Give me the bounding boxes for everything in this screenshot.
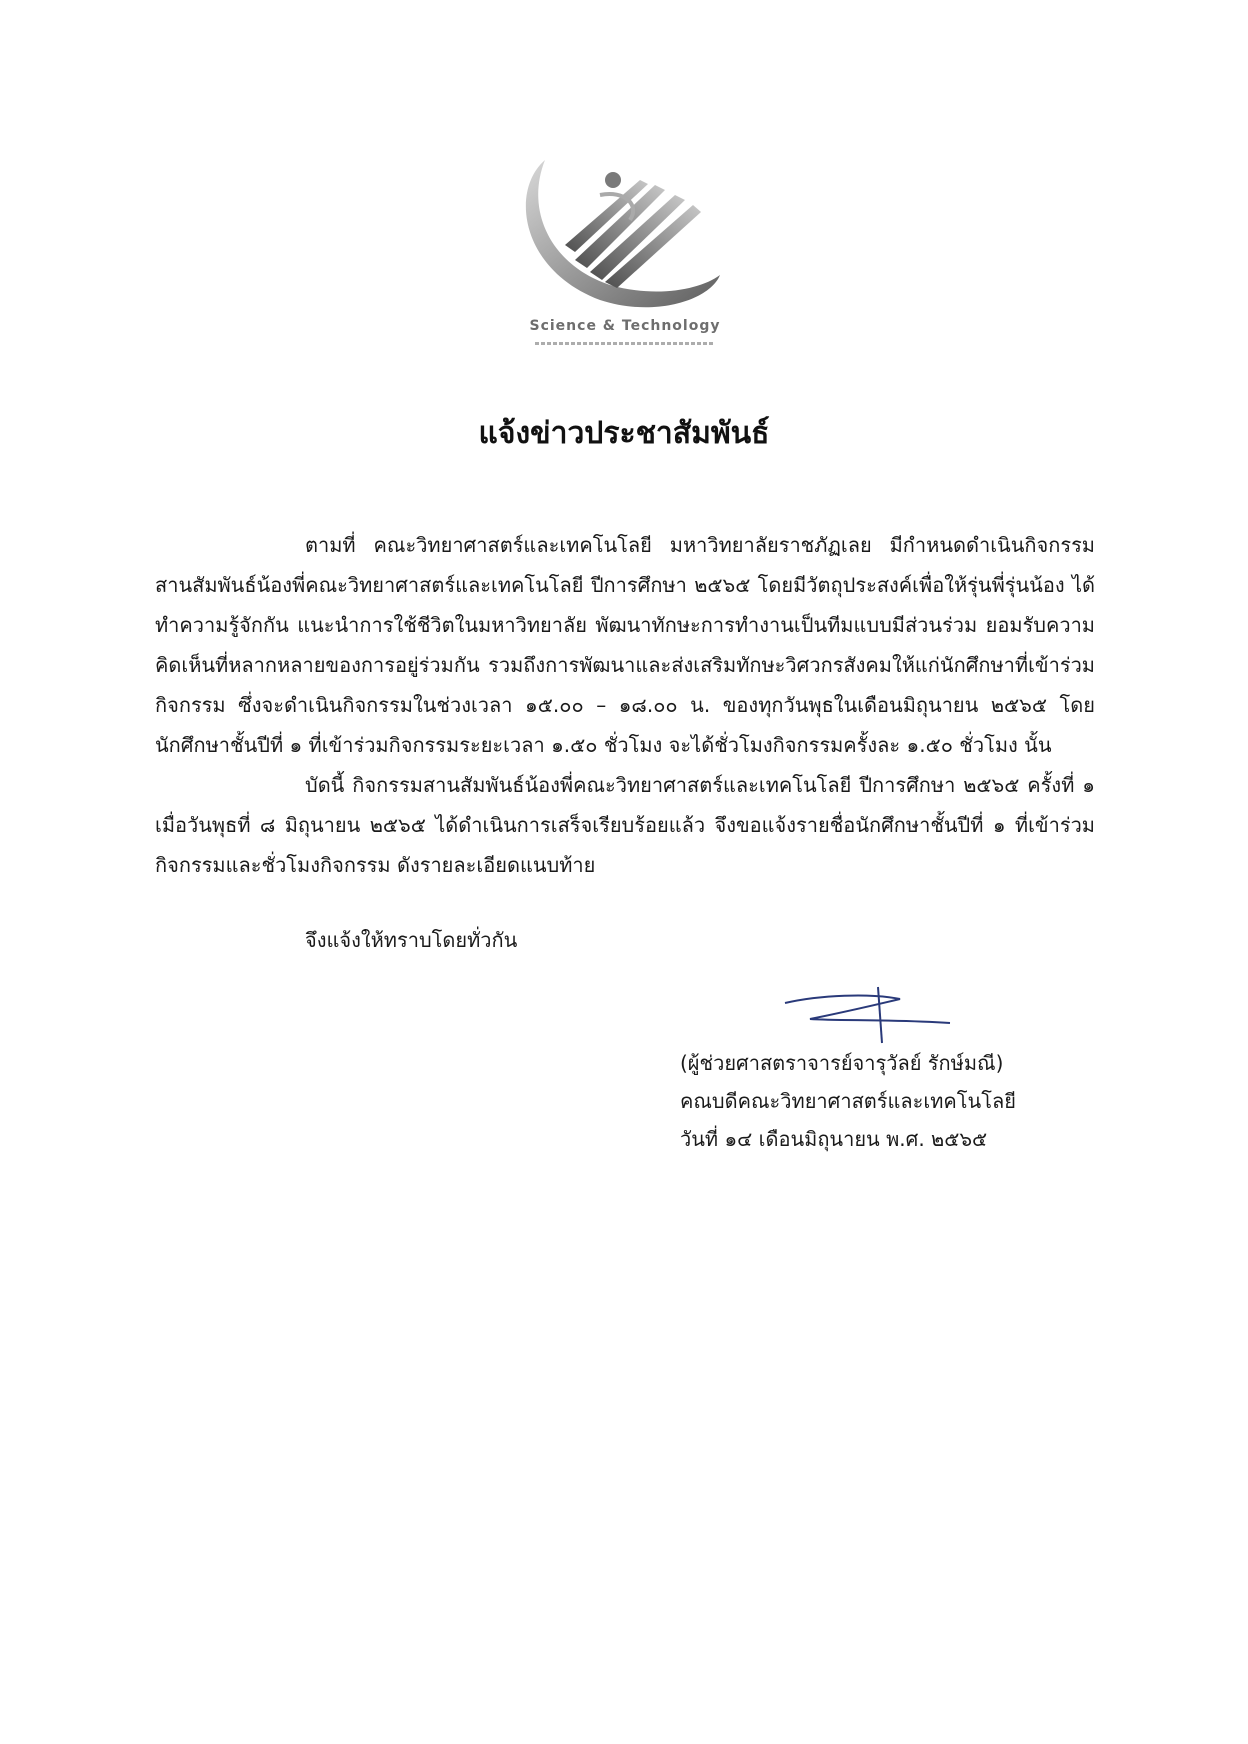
signer-name: (ผู้ช่วยศาสตราจารย์จารุวัลย์ รักษ์มณี) <box>680 1051 1004 1075</box>
signer-block <box>680 1044 1016 1158</box>
signed-date: วันที่ ๑๔ เดือนมิถุนายน พ.ศ. ๒๕๖๕ <box>680 1127 988 1151</box>
handwritten-signature <box>780 985 960 1045</box>
logo-subcaption-line <box>535 342 715 345</box>
body-paragraph: ตามที่ คณะวิทยาศาสตร์และเทคโนโลยี มหาวิทยาลัยราชภัฏเลย มีกำหนดดำเนินกิจกรรมสานสัมพันธ์น้องพี่คณะวิทยาศาสตร์และเทคโนโลยี ปีการศึกษา ๒๕๖๕ โดยมีวัตถุประสงค์เพื่อให้รุ่นพี่รุ่นน้อง ได้ทำความรู้จักกัน แนะนำการใช้ชีวิตในมหาวิทยาลัย พัฒนาทักษะการทำงานเป็นทีมแบบมีส่วนร่วม ยอมรับความคิดเห็นที่หลากหลายของการอยู่ร่วมกัน รวมถึงการพัฒนาและส่งเสริมทักษะวิศวกรสังคมให้แก่นักศึกษาที่เข้าร่วมกิจกรรม ซึ่งจะดำเนินกิจกรรมในช่วงเวลา ๑๕.๐๐ – ๑๘.๐๐ น. ของทุกวันพุธในเดือนมิถุนายน ๒๕๖๕ โดยนักศึกษาชั้นปีที่ ๑ ที่เข้าร่วมกิจกรรมระยะเวลา ๑.๕๐ ชั่วโมง จะได้ชั่วโมงกิจกรรมครั้งละ ๑.๕๐ ชั่วโมง นั้น <box>155 533 1095 757</box>
body-paragraph: บัดนี้ กิจกรรมสานสัมพันธ์น้องพี่คณะวิทยาศาสตร์และเทคโนโลยี ปีการศึกษา ๒๕๖๕ ครั้งที่ ๑ เมื่อวันพุธที่ ๘ มิถุนายน ๒๕๖๕ ได้ดำเนินการเสร็จเรียบร้อยแล้ว จึงขอแจ้งรายชื่อนักศึกษาชั้นปีที่ ๑ ที่เข้าร่วมกิจกรรมและชั่วโมงกิจกรรม ดังรายละเอียดแนบท้าย <box>155 773 1095 877</box>
document-title: แจ้งข่าวประชาสัมพันธ์ <box>478 416 770 451</box>
logo-caption: Science & Technology <box>529 318 721 334</box>
faculty-logo <box>505 150 745 370</box>
science-technology-emblem-icon <box>505 150 745 320</box>
closing-line: จึงแจ้งให้ทราบโดยทั่วกัน <box>305 928 518 952</box>
document-body <box>155 525 1095 885</box>
signer-position: คณบดีคณะวิทยาศาสตร์และเทคโนโลยี <box>680 1089 1016 1113</box>
